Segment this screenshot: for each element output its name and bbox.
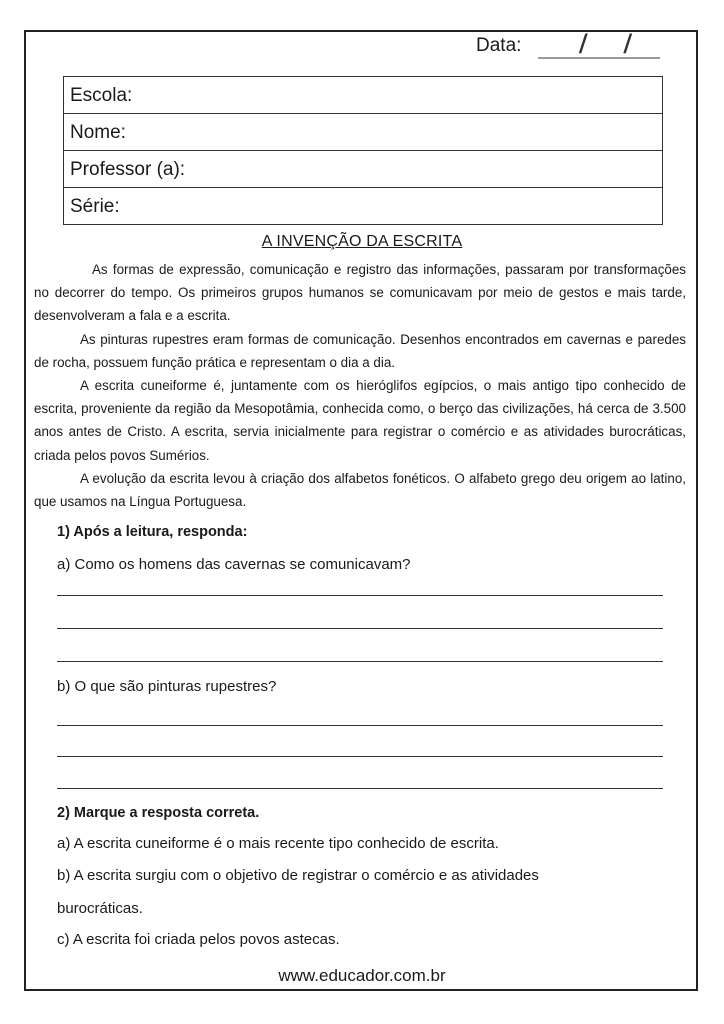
paragraph-4: A evolução da escrita levou à criação dos alfabetos fonéticos. O alfabeto grego deu origem ao latino, que usamos na Língua Portuguesa. bbox=[34, 470, 686, 510]
option-c[interactable]: c) A escrita foi criada pelos povos astecas. bbox=[57, 931, 340, 948]
footer-url: www.educador.com.br bbox=[278, 966, 446, 985]
name-field[interactable]: Nome: bbox=[64, 114, 662, 151]
grade-field[interactable]: Série: bbox=[64, 188, 662, 225]
question-1a: a) Como os homens das cavernas se comunicavam? bbox=[57, 556, 411, 573]
date-field[interactable] bbox=[538, 33, 660, 59]
question-1b: b) O que são pinturas rupestres? bbox=[57, 678, 277, 695]
answer-line[interactable] bbox=[57, 756, 663, 757]
date-separator-1: / bbox=[578, 33, 588, 59]
answer-line[interactable] bbox=[57, 788, 663, 789]
section-2-heading: 2) Marque a resposta correta. bbox=[57, 805, 260, 821]
section-1-heading: 1) Após a leitura, responda: bbox=[57, 524, 248, 540]
answer-line[interactable] bbox=[57, 595, 663, 596]
date-separator-2: / bbox=[623, 33, 633, 59]
paragraph-2: As pinturas rupestres eram formas de comunicação. Desenhos encontrados em cavernas e paredes de rocha, possuem função prática e representam o dia a dia. bbox=[34, 331, 686, 370]
date-label: Data: bbox=[476, 35, 522, 56]
option-a[interactable]: a) A escrita cuneiforme é o mais recente tipo conhecido de escrita. bbox=[57, 835, 499, 852]
answer-line[interactable] bbox=[57, 725, 663, 726]
student-info-box bbox=[63, 76, 663, 225]
paragraph-3: A escrita cuneiforme é, juntamente com os hieróglifos egípcios, o mais antigo tipo conhecido de escrita, proveniente da região da Mesopotâmia, conhecida como, o berço das civilizações, há cerca de 3.500 anos antes de Cristo. A escrita, servia inicialmente para registrar o comércio e as atividades burocráticas, criada pelos povos Sumérios. bbox=[34, 378, 686, 463]
answer-line[interactable] bbox=[57, 661, 663, 662]
school-field[interactable]: Escola: bbox=[64, 77, 662, 114]
option-b-continued[interactable]: burocráticas. bbox=[57, 900, 143, 917]
teacher-field[interactable]: Professor (a): bbox=[64, 151, 662, 188]
option-b[interactable]: b) A escrita surgiu com o objetivo de registrar o comércio e as atividades bbox=[57, 867, 539, 884]
answer-line[interactable] bbox=[57, 628, 663, 629]
reading-text bbox=[34, 258, 686, 513]
paragraph-1: As formas de expressão, comunicação e registro das informações, passaram por transformações no decorrer do tempo. Os primeiros grupos humanos se comunicavam por meio de gestos e mais tarde, desenvolveram a fala e a escrita. bbox=[34, 262, 686, 324]
page-title: A INVENÇÃO DA ESCRITA bbox=[261, 233, 463, 250]
